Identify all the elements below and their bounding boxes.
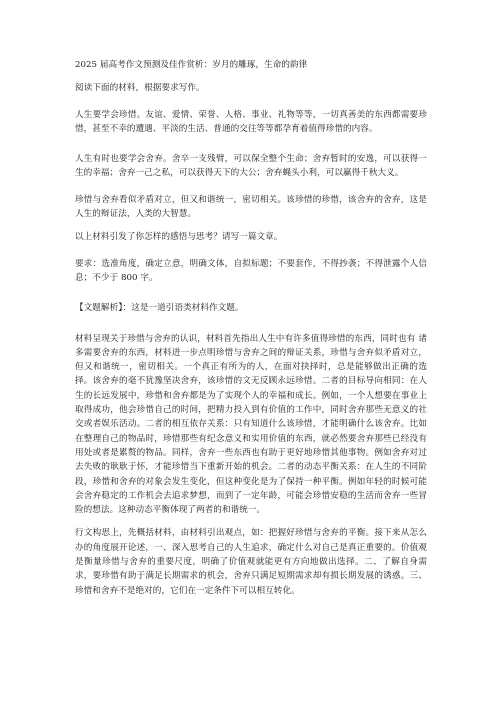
outline-paragraph: 行文构思上，先概括材料，由材料引出观点，如：把握好珍惜与舍弃的平衡。接下来从怎么办的角度展开论述，一、深入思考自己的人生追求，确定什么对自己是真正重要的。价值观是衡量珍惜与舍弃的重要尺度，明确了价值观就能更有方向地做出选择。二、了解自身需求，要珍惜有助于满足长期需求的机会，舍弃只满足短期需求却有损长期发展的诱惑。三、珍惜和舍弃不是绝对的，它们在一定条件下可以相互转化。 (75, 528, 427, 596)
material-paragraph-abandon: 人生有时也要学会舍弃。舍卒一支残臂，可以保全整个生命；舍弃暂时的安逸，可以获得一生的幸福；舍弃一己之私，可以获得天下的大公；舍弃蝇头小利，可以赢得千秋大义。 (75, 154, 427, 179)
instruction-paragraph: 阅读下面的材料，根据要求写作。 (75, 83, 205, 94)
analysis-body-paragraph: 材料呈现关于珍惜与舍弃的认识，材料首先指出人生中有许多值得珍惜的东西，同时也有 诸多需要舍弃的东西，材料进一步点明珍惜与舍弃之间的辩证关系，珍惜与舍弃似矛盾对立，但又和谐统一，密切相关。一个真正有所为的人，在面对抉择时，总是能够做出正确的选择。该舍弃的毫不犹豫坚决舍弃，该珍惜的文无反顾永远珍惜。二者的目标导向相同：在人生的长远发展中，珍惜和舍弃都是为了实现个人的幸福和成长。例如，一个人想要在事业上取得成功，他会珍惜自己的时间，把精力投入到有价值的工作中，同时舍弃那些无意义的社交或者娱乐活动。二者的相互依存关系：只有知道什么该珍惜，才能明确什么该舍弃。比如在整理自己的物品时，珍惜那些有纪念意义和实用价值的东西，就必然要舍弃那些已经没有用处或者是累赘的物品。同样，舍弃一些东西也有助于更好地珍惜其他事物。例如舍弃对过去失败的耿耿于怀，才能珍惜当下重新开始的机会。二者的动态平衡关系：在人生的不同阶段，珍惜和舍弃的对象会发生变化，但这种变化是为了保持一种平衡。例如年轻的时候可能会舍弃稳定的工作机会去追求梦想，而到了一定年龄，可能会珍惜安稳的生活而舍弃一些冒险的想法。这种动态平衡体现了两者的和谐统一。 (75, 333, 427, 516)
requirements-paragraph: 要求：选准角度，确定立意，明确文体，自拟标题；不要套作，不得抄袭；不得泄露个人信息；不少于 800 字。 (75, 258, 427, 283)
document-title: 2025 届高考作文预测及佳作赏析：岁月的雕琢，生命的韵律 (75, 60, 308, 70)
analysis-heading: 【文题解析】：这是一道引语类材料作文题。 (75, 303, 244, 314)
material-paragraph-cherish: 人生要学会珍惜。友谊、爱情、荣誉、人格、事业、礼物等等，一切真善美的东西都需要珍惜，甚至不幸的遭遇、平淡的生活、普通的交往等等都孕育着值得珍惜的内容。 (75, 109, 427, 134)
document-body (75, 58, 427, 598)
material-paragraph-dialectic: 珍惜与舍弃看似矛盾对立，但又和谐统一，密切相关。该珍惜的珍惜，该舍弃的舍弃，这是人生的辩证法，人类的大智慧。 (75, 194, 427, 220)
material-paragraph-prompt: 以上材料引发了你怎样的感悟与思考？请写一篇文章。 (75, 232, 283, 243)
